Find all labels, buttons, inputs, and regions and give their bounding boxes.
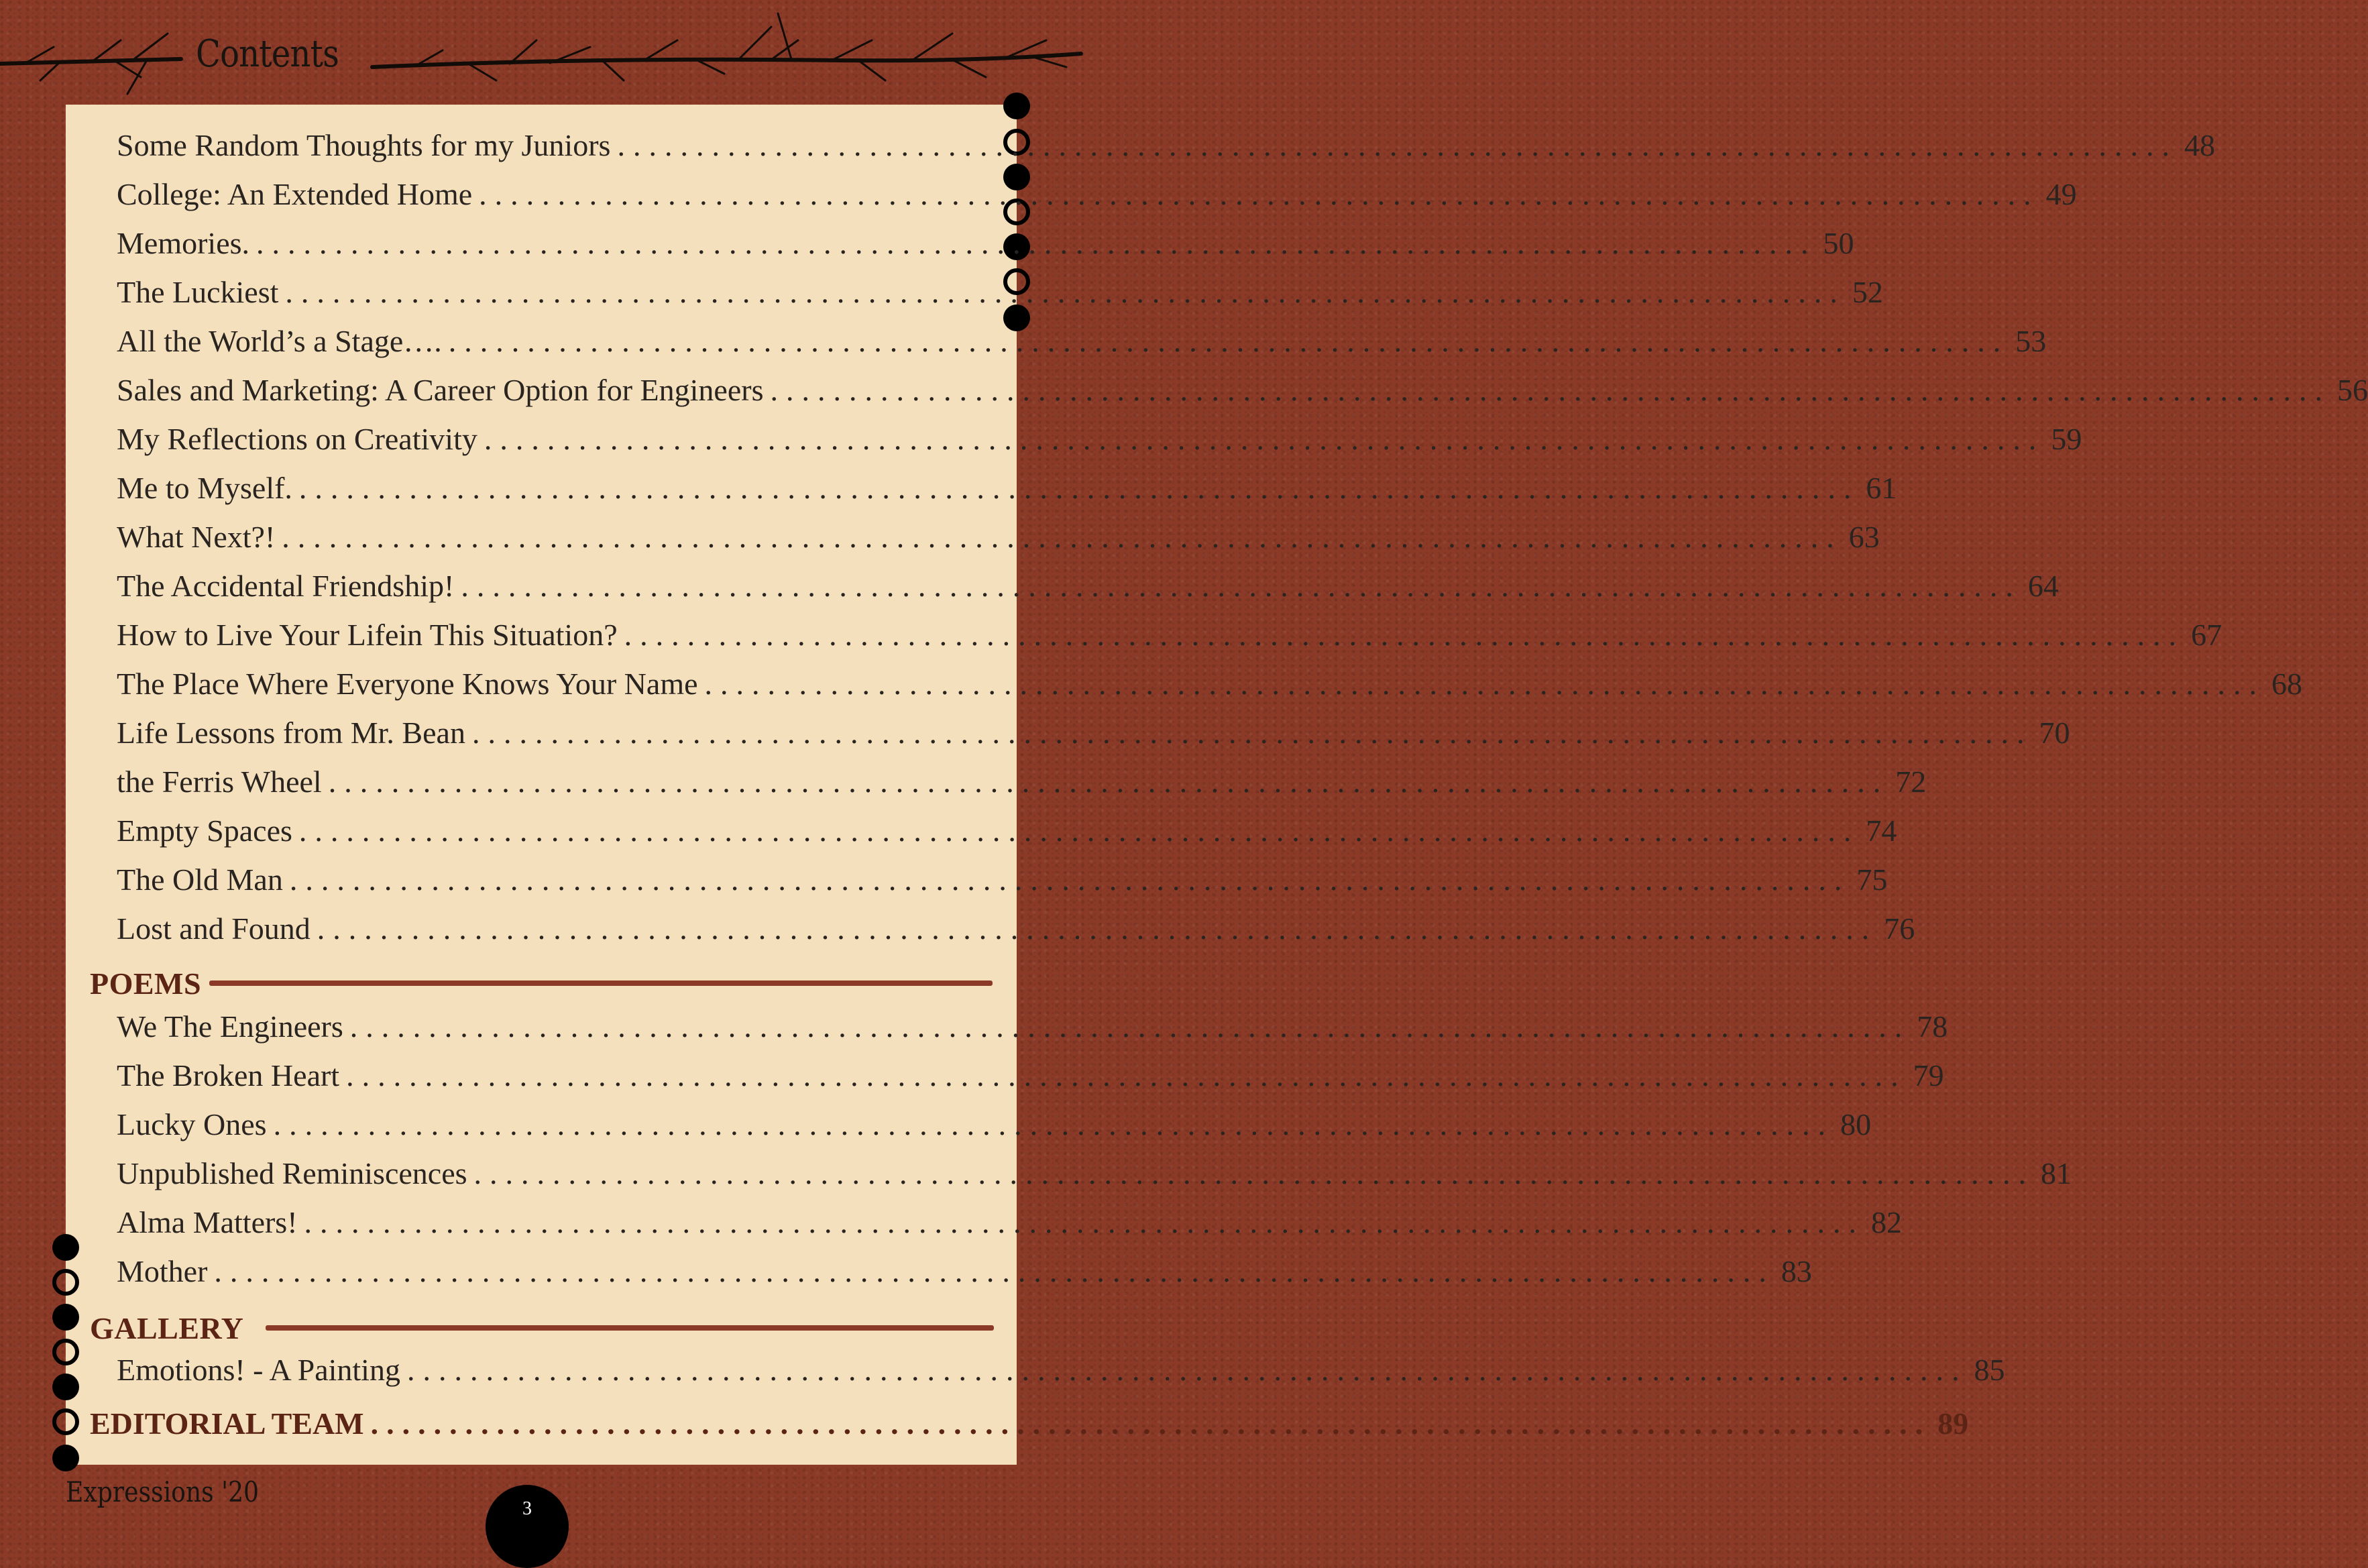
entry-page: 56: [2336, 373, 2368, 407]
toc-entry[interactable]: [117, 666, 2303, 706]
entry-title: Some Random Thoughts for my Juniors: [117, 128, 611, 162]
leader-dots: ...................................................................................................: [273, 1107, 1834, 1141]
leader-dots: ...................................................................................................: [448, 324, 2009, 358]
branch-decoration: [0, 0, 1081, 107]
toc-entry[interactable]: [117, 764, 1927, 804]
entry-title: the Ferris Wheel: [117, 765, 322, 799]
toc-entry[interactable]: [117, 323, 2047, 363]
entry-page: 53: [2015, 324, 2047, 358]
toc-entry[interactable]: [117, 813, 1897, 853]
leader-dots: ...................................................................................................: [304, 1205, 1865, 1239]
toc-entry[interactable]: [117, 1205, 1903, 1245]
leader-dots: ...................................................................................................: [479, 177, 2039, 211]
leader-dots: ...................................................................................................: [406, 1353, 1968, 1387]
leader-dots: ...................................................................................................: [473, 1156, 2035, 1190]
binder-ring: [52, 1374, 79, 1400]
entry-title: Mother: [117, 1254, 208, 1288]
toc-entry[interactable]: [117, 176, 2077, 217]
leader-dots: ...................................................................................................: [471, 716, 2033, 750]
toc-entry[interactable]: [117, 1009, 1948, 1049]
binder-ring: [52, 1234, 79, 1261]
leader-dots: ...................................................................................................: [298, 814, 1860, 848]
toc-entry[interactable]: [117, 274, 1883, 315]
binder-ring: [52, 1269, 79, 1296]
page-title: Contents: [196, 32, 339, 76]
leader-dots: ...................................................................................................: [349, 1009, 1911, 1044]
toc-entry-editorial[interactable]: [90, 1406, 1969, 1446]
section-heading-gallery: GALLERY: [90, 1311, 244, 1345]
toc-entry[interactable]: [117, 862, 1888, 902]
binder-ring: [52, 1339, 79, 1365]
entry-title: Emotions! - A Painting: [117, 1353, 400, 1387]
entry-title: Lost and Found: [117, 911, 311, 946]
entry-page: 75: [1856, 862, 1888, 897]
toc-entry[interactable]: [117, 568, 2059, 608]
entry-page: 81: [2041, 1156, 2072, 1190]
page-number: 3: [486, 1485, 569, 1568]
toc-entry[interactable]: [117, 1058, 1944, 1098]
entry-title: We The Engineers: [117, 1009, 343, 1044]
entry-page: 70: [2039, 716, 2070, 750]
section-divider: [209, 981, 993, 986]
leader-dots: ...................................................................................................: [370, 1406, 1931, 1441]
entry-page: 78: [1917, 1009, 1948, 1044]
entry-page: 85: [1974, 1353, 2005, 1387]
entry-title: Empty Spaces: [117, 814, 292, 848]
section-heading-poems: POEMS: [90, 966, 202, 1001]
section-divider: [266, 1325, 994, 1331]
entry-page: 59: [2051, 422, 2082, 456]
entry-title: The Accidental Friendship!: [117, 569, 455, 603]
toc-entry[interactable]: [117, 1156, 2072, 1196]
entry-title: Memories.: [117, 226, 250, 260]
toc-entry[interactable]: [117, 519, 1880, 559]
toc-entry[interactable]: [117, 372, 2368, 412]
entry-title: Alma Matters!: [117, 1205, 298, 1239]
leader-dots: ...................................................................................................: [770, 373, 2330, 407]
toc-entry[interactable]: [117, 127, 2215, 168]
entry-page: 52: [1852, 275, 1883, 309]
entry-title: EDITORIAL TEAM: [90, 1406, 364, 1441]
entry-title: Lucky Ones: [117, 1107, 267, 1141]
toc-entry[interactable]: [117, 1107, 1872, 1147]
leader-dots: ...................................................................................................: [256, 226, 1817, 260]
entry-title: The Old Man: [117, 862, 283, 897]
entry-title: The Luckiest: [117, 275, 279, 309]
toc-entry[interactable]: [117, 1352, 2005, 1392]
leader-dots: ...................................................................................................: [282, 520, 1842, 554]
entry-page: 74: [1866, 814, 1897, 848]
entry-page: 49: [2045, 177, 2077, 211]
toc-entry[interactable]: [117, 421, 2082, 461]
entry-page: 67: [2191, 618, 2222, 652]
leader-dots: ...................................................................................................: [624, 618, 2185, 652]
leader-dots: ...................................................................................................: [214, 1254, 1774, 1288]
toc-entry[interactable]: [117, 715, 2070, 755]
binder-ring: [52, 1304, 79, 1331]
entry-title: The Place Where Everyone Knows Your Name: [117, 667, 698, 701]
leader-dots: ...................................................................................................: [317, 911, 1878, 946]
entry-page: 89: [1937, 1406, 1969, 1441]
entry-page: 72: [1895, 765, 1927, 799]
leader-dots: ...................................................................................................: [617, 128, 2178, 162]
entry-title: The Broken Heart: [117, 1058, 340, 1093]
leader-dots: ...................................................................................................: [289, 862, 1850, 897]
entry-title: All the World’s a Stage….: [117, 324, 442, 358]
toc-entry[interactable]: [117, 911, 1915, 951]
entry-title: My Reflections on Creativity: [117, 422, 477, 456]
toc-entry[interactable]: [117, 617, 2222, 657]
entry-title: Life Lessons from Mr. Bean: [117, 716, 465, 750]
entry-title: Sales and Marketing: A Career Option for Engineers: [117, 373, 764, 407]
leader-dots: ...................................................................................................: [346, 1058, 1907, 1093]
entry-page: 64: [2027, 569, 2059, 603]
entry-title: How to Live Your Lifein This Situation?: [117, 618, 618, 652]
entry-title: College: An Extended Home: [117, 177, 473, 211]
leader-dots: ...................................................................................................: [298, 471, 1860, 505]
leader-dots: ...................................................................................................: [484, 422, 2045, 456]
entry-page: 48: [2184, 128, 2215, 162]
entry-page: 76: [1884, 911, 1915, 946]
entry-page: 63: [1848, 520, 1880, 554]
entry-page: 79: [1913, 1058, 1944, 1093]
toc-entry[interactable]: [117, 225, 1854, 266]
entry-title: Me to Myself.: [117, 471, 292, 505]
binder-ring: [1003, 93, 1030, 119]
entry-page: 61: [1866, 471, 1897, 505]
toc-entry[interactable]: [117, 470, 1897, 510]
entry-page: 50: [1823, 226, 1854, 260]
binder-ring: [52, 1408, 79, 1435]
leader-dots: ...................................................................................................: [704, 667, 2265, 701]
leader-dots: ...................................................................................................: [461, 569, 2021, 603]
entry-title: What Next?!: [117, 520, 276, 554]
entry-page: 80: [1840, 1107, 1872, 1141]
leader-dots: ...................................................................................................: [285, 275, 1846, 309]
entry-page: 82: [1871, 1205, 1903, 1239]
entry-page: 83: [1781, 1254, 1812, 1288]
entry-title: Unpublished Reminiscences: [117, 1156, 467, 1190]
entry-page: 68: [2271, 667, 2303, 701]
publication-name: Expressions '20: [66, 1475, 260, 1508]
toc-entry[interactable]: [117, 1253, 1812, 1294]
binder-ring: [52, 1445, 79, 1471]
leader-dots: ...................................................................................................: [328, 765, 1889, 799]
